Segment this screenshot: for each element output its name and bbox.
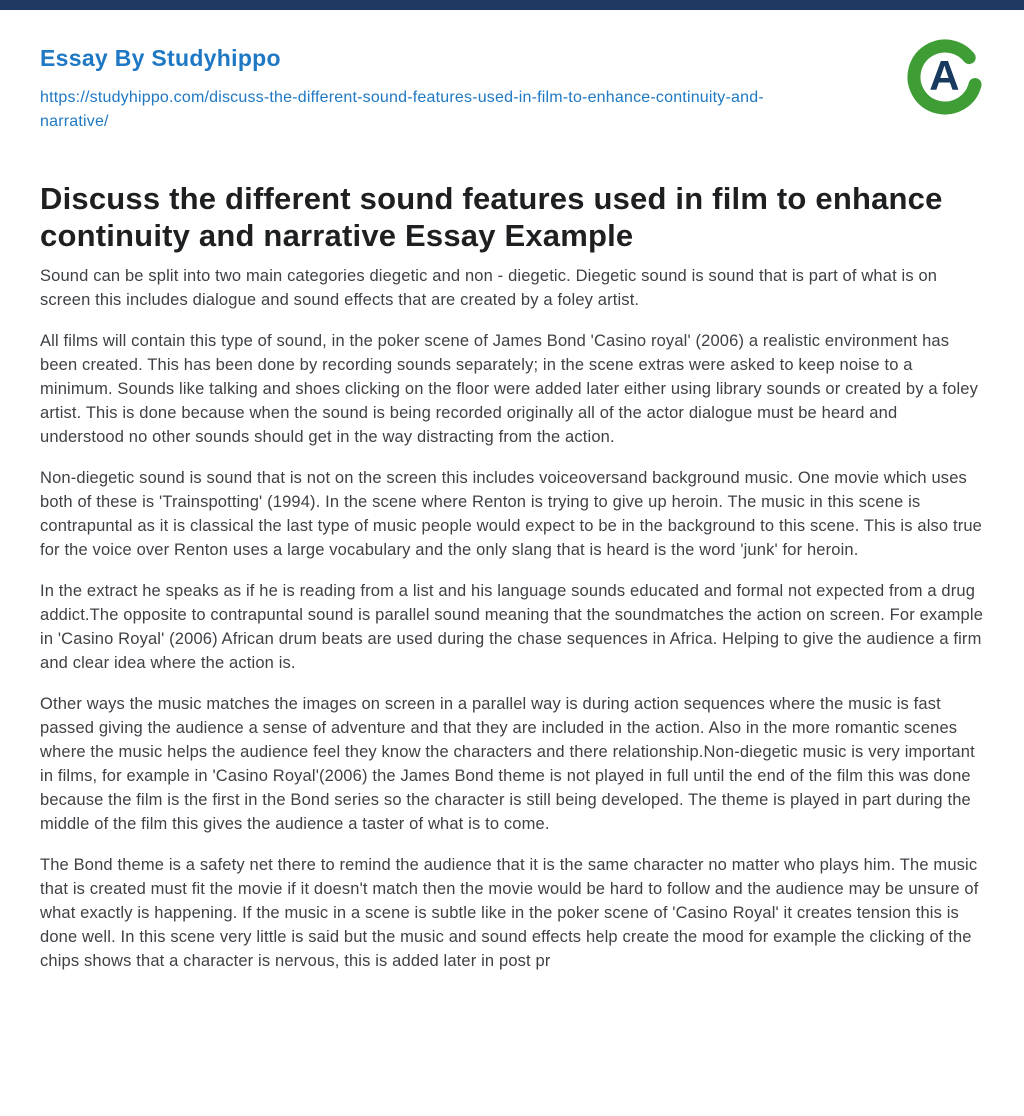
- essay-url-link[interactable]: https://studyhippo.com/discuss-the-different-sound-features-used-in-film-to-enhance-continuity-and-narrative/: [40, 89, 764, 130]
- essay-body: [40, 264, 984, 973]
- essay-paragraph-5: Other ways the music matches the images on screen in a parallel way is during action sequences where the music is fast passed giving the audience a sense of adventure and that they are included in the action. Also in the more romantic scenes where the music helps the audience feel they know the characters and there relationship.Non-diegetic music is very important in films, for example in 'Casino Royal'(2006) the James Bond theme is not played in full until the end of the film this was done because the film is the first in the Bond series so the character is still being developed. The theme is played in part during the middle of the film this gives the audience a taster of what is to come.: [40, 695, 975, 833]
- essay-paragraph-6: The Bond theme is a safety net there to remind the audience that it is the same character no matter who plays him. The music that is created must fit the movie if it doesn't match then the movie would be hard to follow and the audience may be unsure of what exactly is happening. If the music in a scene is subtle like in the poker scene of 'Casino Royal' it creates tension this is done well. In this scene very little is said but the music and sound effects help create the mood for example the clicking of the chips shows that a character is nervous, this is added later in post pr: [40, 856, 979, 970]
- essay-paragraph-3: Non-diegetic sound is sound that is not on the screen this includes voiceoversand background music. One movie which uses both of these is 'Trainspotting' (1994). In the scene where Renton is trying to give up heroin. The music in this scene is contrapuntal as it is classical the last type of music people would expect to be in the background to this scene. This is also true for the voice over Renton uses a large vocabulary and the only slang that is heard is the word 'junk' for heroin.: [40, 469, 983, 559]
- essay-paragraph-4: In the extract he speaks as if he is reading from a list and his language sounds educated and formal not expected from a drug addict.The opposite to contrapuntal sound is parallel sound meaning that the soundmatches the action on screen. For example in 'Casino Royal' (2006) African drum beats are used during the chase sequences in Africa. Helping to give the audience a firm and clear idea where the action is.: [40, 582, 984, 672]
- essay-paragraph-2: All films will contain this type of sound, in the poker scene of James Bond 'Casino royal' (2006) a realistic environment has been created. This has been done by recording sounds separately; in the scene extras were asked to keep noise to a minimum. Sounds like talking and shoes clicking on the floor were added later either using library sounds or created by a foley artist. This is done because when the sound is being recorded originally all of the actor dialogue must be heard and understood no other sounds should get in the way distracting from the action.: [40, 332, 979, 446]
- logo-letter: A: [929, 52, 960, 100]
- essay-paragraph-1: Sound can be split into two main categories diegetic and non - diegetic. Diegetic sound is sound that is part of what is on screen this includes dialogue and sound effects that are created by a foley artist.: [40, 267, 938, 309]
- studyhippo-logo: [906, 38, 984, 116]
- site-title: Essay By Studyhippo: [40, 45, 281, 71]
- header: [40, 44, 984, 144]
- top-bar: [0, 0, 1024, 10]
- page: [0, 10, 1024, 973]
- essay-title: Discuss the different sound features used in film to enhance continuity and narrative Essay Example: [40, 181, 943, 253]
